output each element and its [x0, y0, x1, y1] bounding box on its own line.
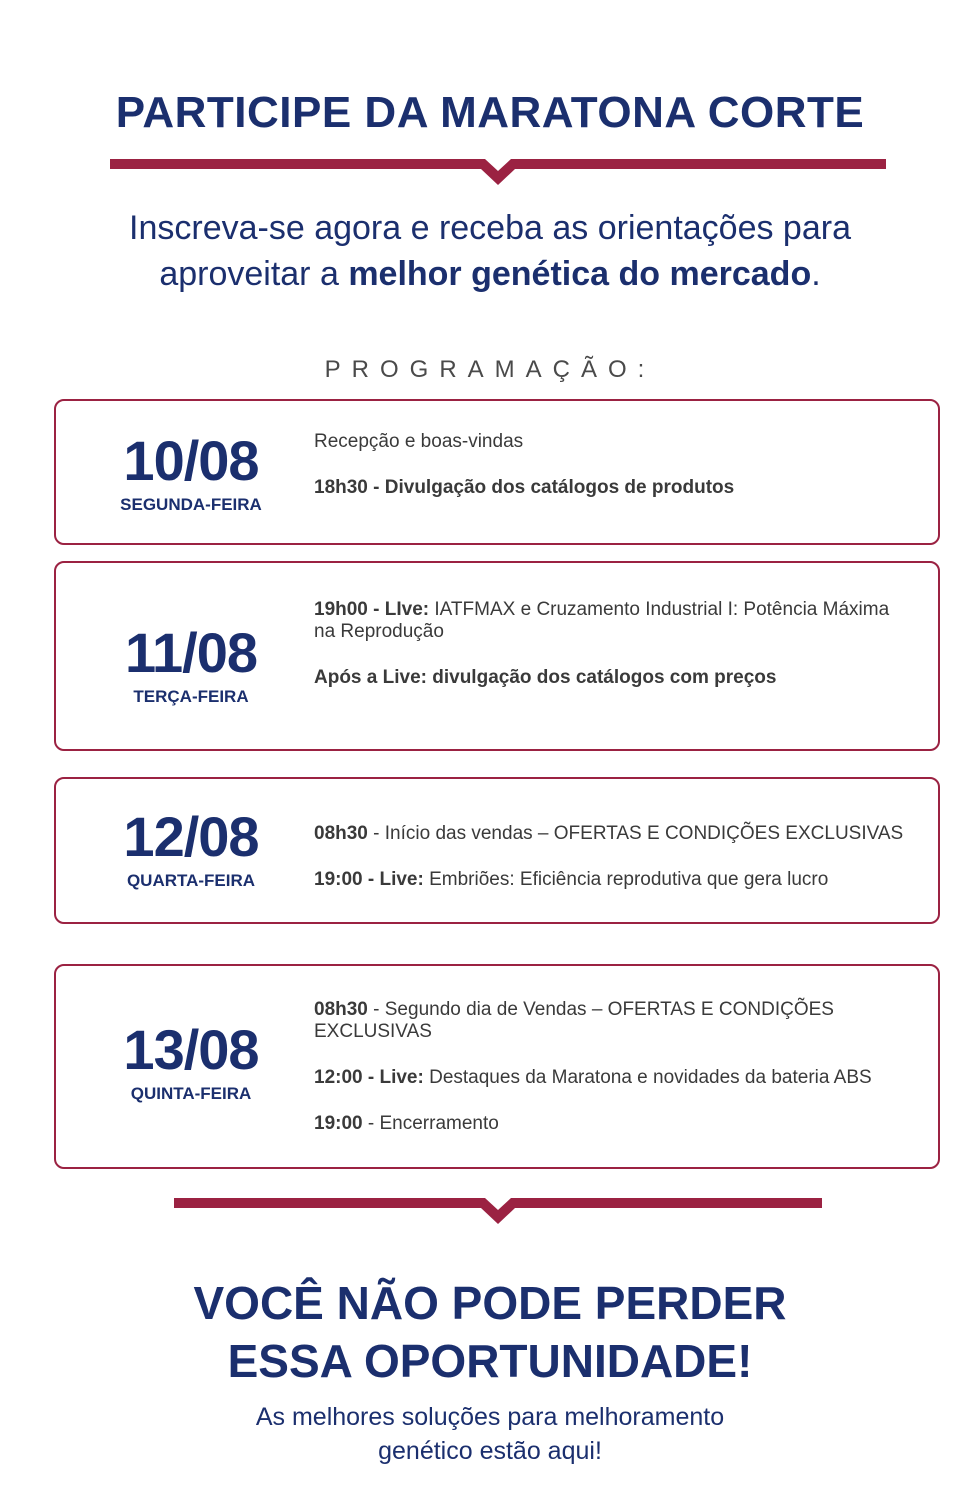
event-lead: 19:00 [314, 1113, 363, 1134]
event-lead: 19:00 - Live: [314, 869, 424, 890]
schedule-card [54, 399, 940, 545]
schedule-card [54, 964, 940, 1169]
date-number: 13/08 [123, 1018, 259, 1081]
date-block [86, 1018, 296, 1104]
date-block [86, 805, 296, 891]
event-item [314, 599, 910, 643]
date-number: 12/08 [123, 805, 259, 868]
event-lead: 19h00 - LIve: [314, 599, 430, 620]
weekday: TERÇA-FEIRA [133, 687, 249, 706]
event-text: Recepção e boas-vindas [314, 431, 524, 452]
intro-highlight: melhor genética do mercado [348, 255, 812, 293]
event-text: - Encerramento [362, 1113, 499, 1134]
schedule-card [54, 561, 940, 751]
bottom-divider [174, 1195, 822, 1227]
top-divider [110, 156, 886, 188]
event-lead: 12:00 - Live: [314, 1067, 424, 1088]
event-item [314, 431, 910, 453]
event-item [314, 869, 910, 891]
date-number: 11/08 [124, 621, 258, 684]
cta-sub-line-2: genético estão aqui! [378, 1437, 602, 1465]
intro-suffix: . [811, 255, 821, 293]
cta-subtitle [0, 1400, 980, 1468]
event-list [314, 823, 910, 891]
cta-line-1: VOCÊ NÃO PODE PERDER [193, 1277, 787, 1329]
event-item [314, 999, 910, 1043]
event-lead: Após a Live: divulgação dos catálogos com preços [314, 667, 777, 688]
event-item [314, 1113, 910, 1135]
intro-text [0, 205, 980, 297]
event-text: Destaques da Maratona e novidades da bateria ABS [423, 1067, 872, 1088]
weekday: QUARTA-FEIRA [126, 871, 256, 890]
event-lead: 08h30 [314, 999, 368, 1020]
intro-prefix: aproveitar a [159, 255, 349, 293]
event-text: Embriões: Eficiência reprodutiva que gera lucro [423, 869, 829, 890]
event-text: - Segundo dia de Vendas – OFERTAS E CONDIÇÕES EXCLUSIVAS [314, 999, 834, 1042]
event-item [314, 667, 910, 689]
date-number: 10/08 [123, 429, 259, 492]
weekday: QUINTA-FEIRA [130, 1084, 252, 1103]
cta-line-2: ESSA OPORTUNIDADE! [227, 1335, 753, 1387]
event-text: - Início das vendas – OFERTAS E CONDIÇÕES EXCLUSIVAS [367, 823, 904, 844]
weekday: SEGUNDA-FEIRA [120, 495, 262, 514]
call-to-action [0, 1274, 980, 1390]
event-item [314, 823, 910, 845]
date-block [86, 621, 296, 707]
intro-line-1: Inscreva-se agora e receba as orientações para [129, 209, 851, 247]
page-title: PARTICIPE DA MARATONA CORTE [115, 88, 865, 137]
event-item [314, 1067, 910, 1089]
date-block [86, 429, 296, 515]
event-list [314, 431, 910, 499]
event-item [314, 477, 910, 499]
event-list [314, 599, 910, 689]
event-text: IATFMAX e Cruzamento Industrial I: Potência Máxima na Reprodução [314, 599, 890, 642]
event-lead: 08h30 [314, 823, 368, 844]
event-lead: 18h30 - Divulgação dos catálogos de produtos [314, 477, 735, 498]
schedule-label: PROGRAMAÇÃO: [324, 356, 656, 383]
intro-line-2 [0, 251, 980, 297]
schedule-card [54, 777, 940, 924]
event-list [314, 999, 910, 1135]
cta-sub-line-1: As melhores soluções para melhoramento [255, 1403, 725, 1431]
